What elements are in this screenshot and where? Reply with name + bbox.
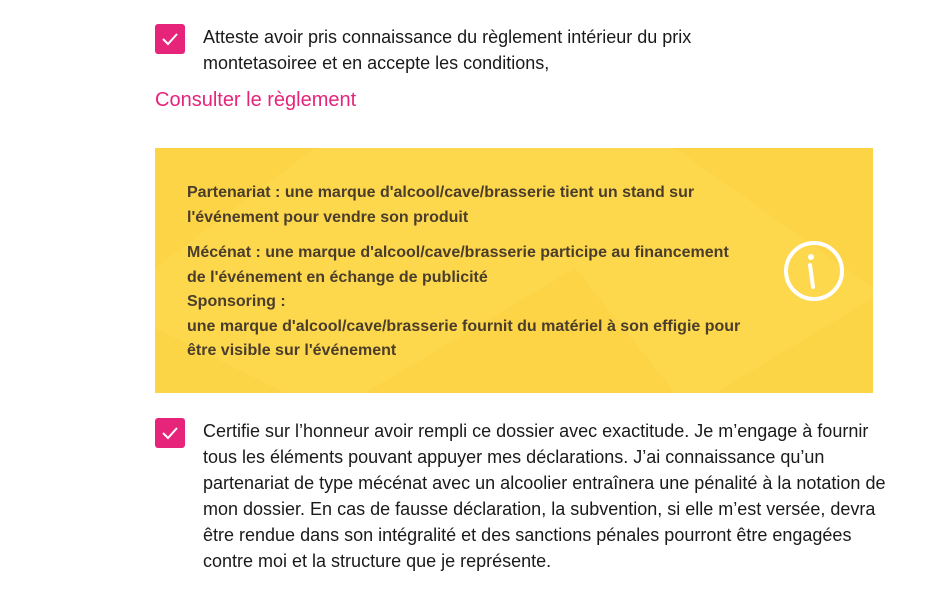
honour-certification-row xyxy=(155,418,893,574)
checkmark-icon xyxy=(161,426,179,440)
sponsoring-title: Sponsoring : xyxy=(187,293,286,310)
patronage-definition: Mécénat : une marque d'alcool/cave/brasserie participe au financement de l'événement en échange de publicité xyxy=(187,244,729,286)
checkmark-icon xyxy=(161,32,179,46)
honour-certification-checkbox[interactable] xyxy=(155,418,185,448)
info-panel xyxy=(155,148,873,393)
honour-certification-label: Certifie sur l’honneur avoir rempli ce dossier avec exactitude. Je m’engage à fournir tous les éléments pouvant appuyer mes déclarations. J’ai connaissance qu’un partenariat de type mécénat avec un alcoolier entraînera une pénalité à la notation de mon dossier. En cas de fausse déclaration, la subvention, si elle m’est versée, devra être rendue dans son intégralité et des sanctions pénales pourront être engagées contre moi et la structure que je représente. xyxy=(203,421,886,571)
view-rules-link[interactable]: Consulter le règlement xyxy=(155,89,357,111)
consent-rules-row xyxy=(155,24,803,76)
consent-rules-checkbox[interactable] xyxy=(155,24,185,54)
sponsoring-definition: une marque d'alcool/cave/brasserie fournit du matériel à son effigie pour être visible sur l'événement xyxy=(187,317,741,359)
consent-rules-label: Atteste avoir pris connaissance du règlement intérieur du prix montetasoiree et en accepte les conditions, xyxy=(203,27,692,73)
info-text xyxy=(187,181,747,364)
partnership-definition: Partenariat : une marque d'alcool/cave/brasserie tient un stand sur l'événement pour vendre son produit xyxy=(187,184,695,226)
info-icon xyxy=(783,240,845,302)
